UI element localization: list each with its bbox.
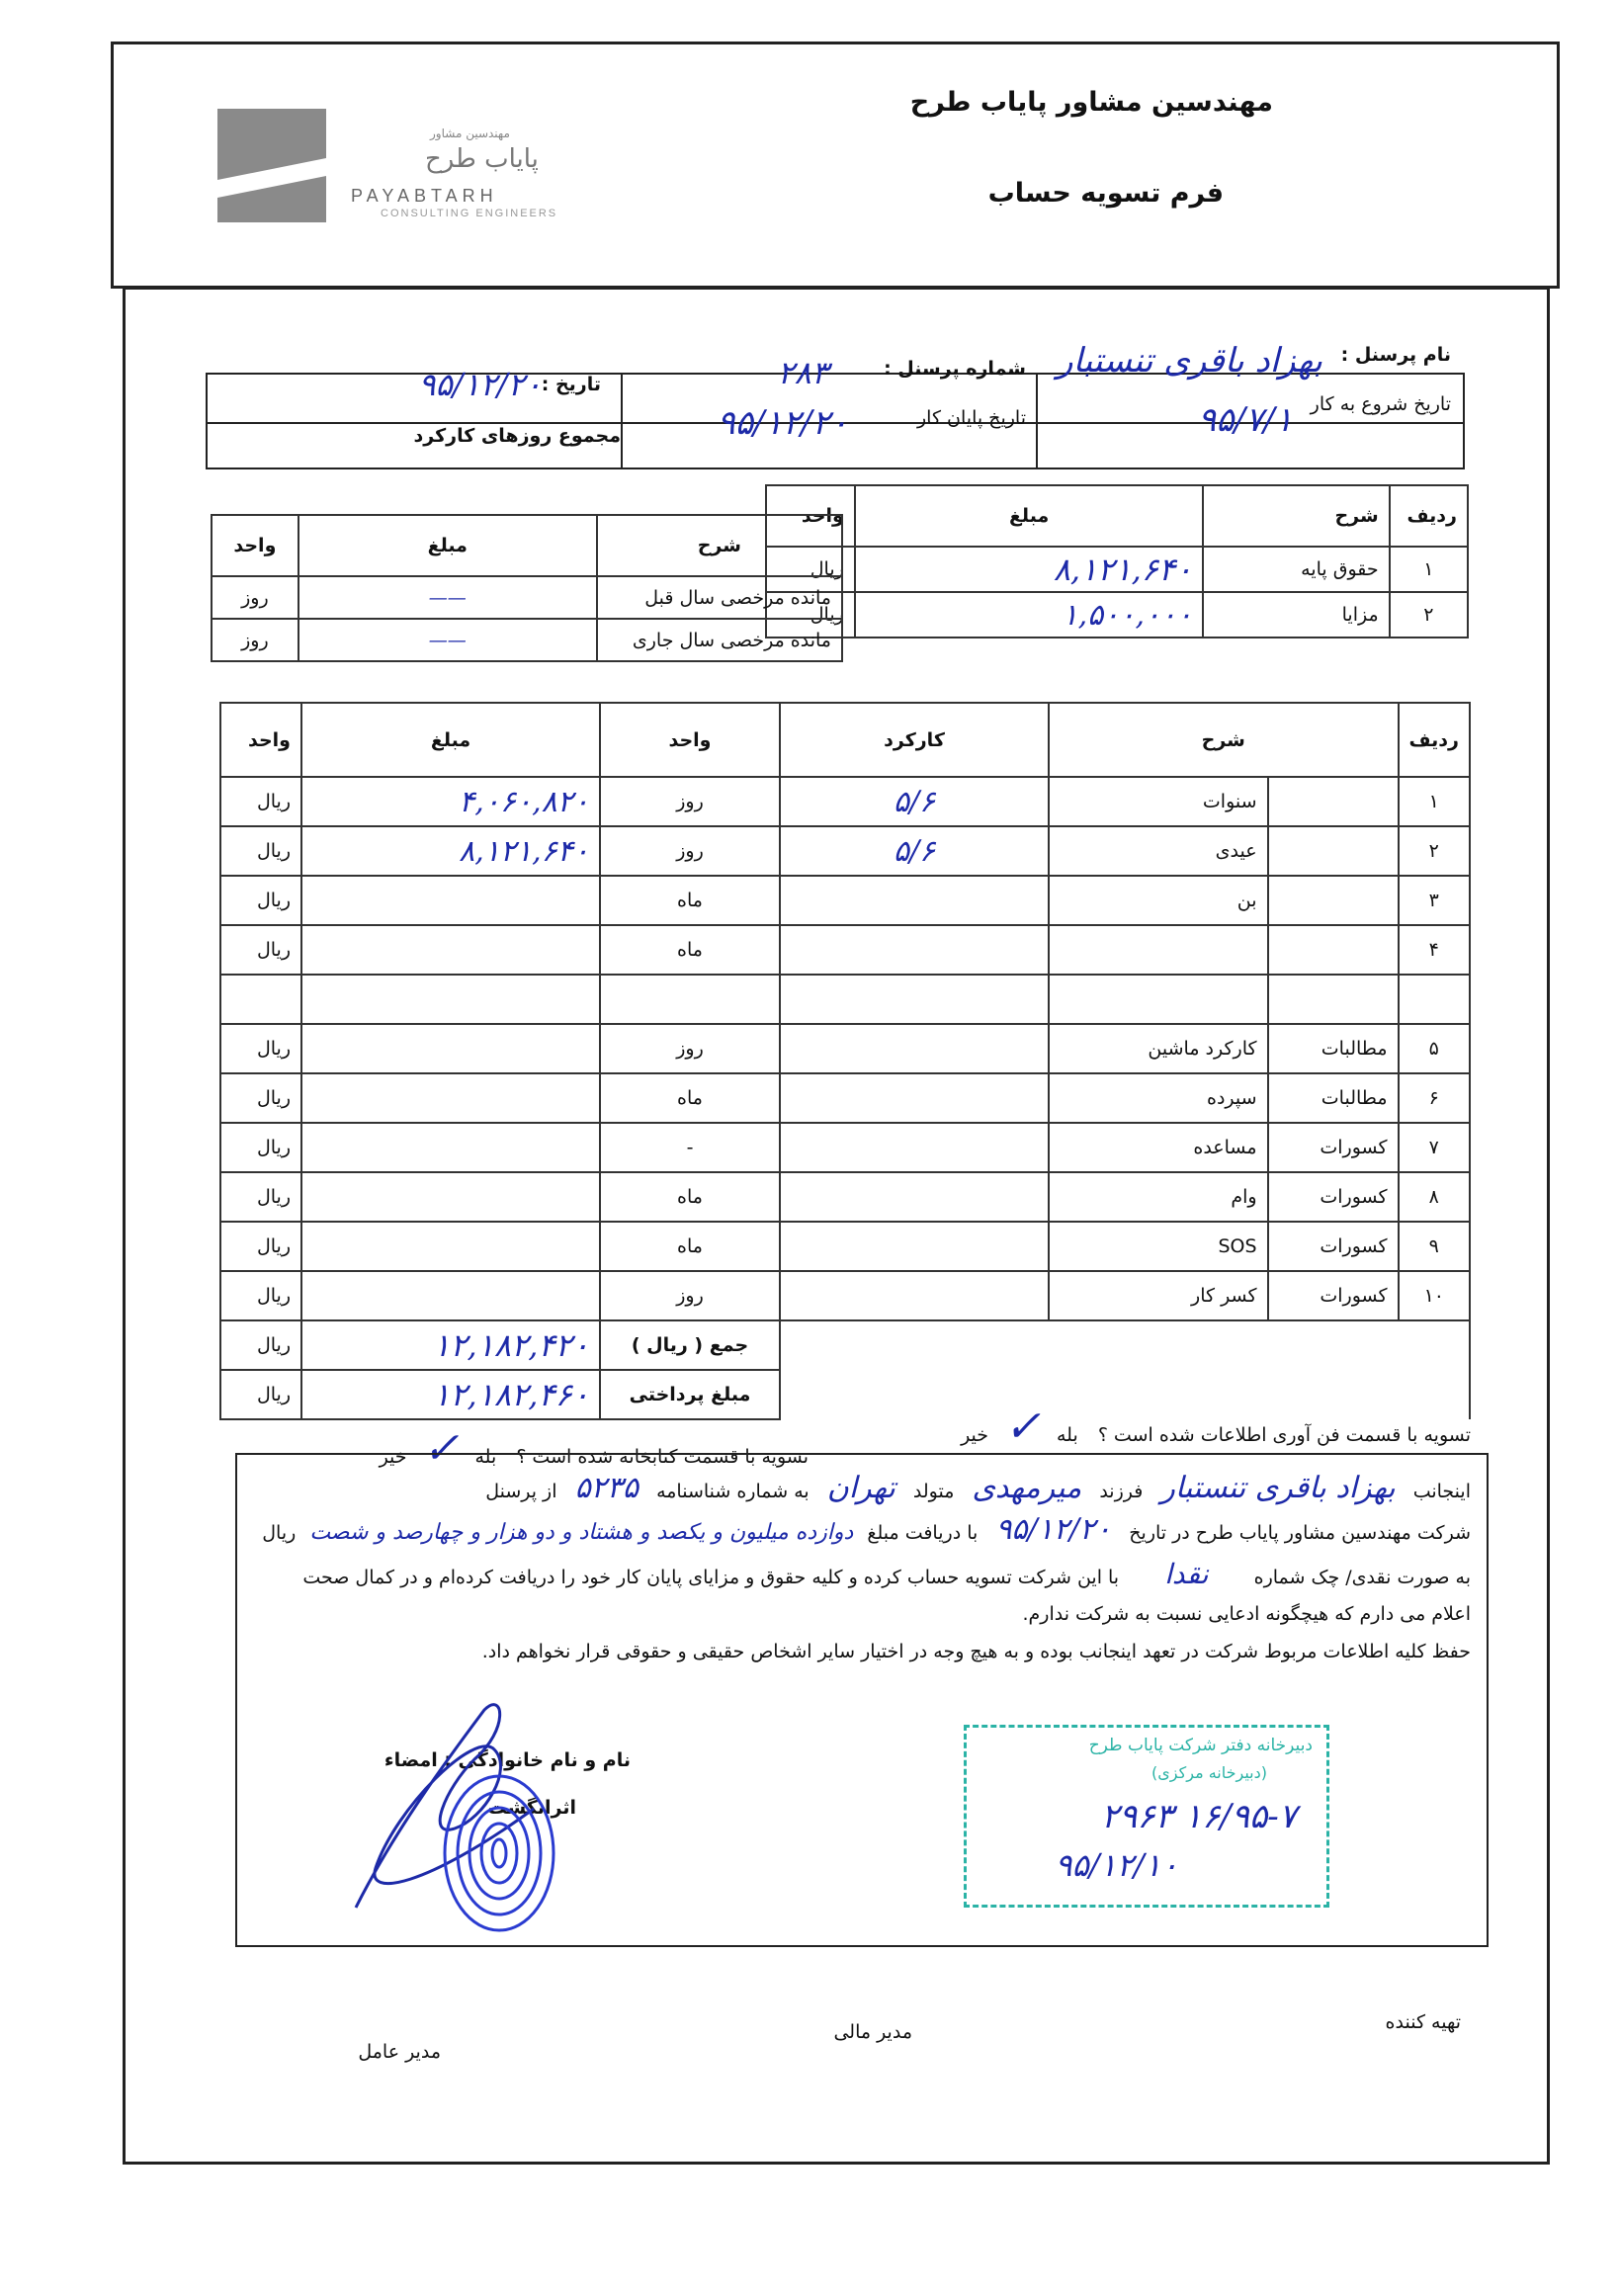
fingerprint-label: اثرانگشت <box>487 1797 576 1819</box>
main-header-unit2: واحد <box>220 703 301 777</box>
start-value: ۹۵/۷/۱ <box>1198 400 1293 440</box>
end-value: ۹۵/۱۲/۲۰ <box>717 403 848 443</box>
it-check-icon: ✓ <box>1004 1402 1041 1452</box>
ceo-label: مدیر عامل <box>358 2041 441 2063</box>
declaration-line-1: اینجانب بهزاد باقری تنستبار فرزند میرمهدی متولد تهران به شماره شناسنامه ۵۲۳۵ از پرسنل <box>485 1471 1471 1505</box>
paid-label: مبلغ پرداختی <box>600 1370 780 1419</box>
logo-fa: پایاب طرح <box>425 144 539 174</box>
table-row: ۲ عیدی ۵/۶ روز ۸,۱۲۱,۶۴۰ ریال <box>220 826 1470 876</box>
end-label: تاریخ پایان کار <box>916 407 1026 429</box>
salary-header-no: ردیف <box>1390 485 1468 547</box>
number-value: ۲۸۳ <box>777 354 828 391</box>
date-label: تاریخ : <box>541 374 601 395</box>
main-header-no: ردیف <box>1399 703 1470 777</box>
table-row: ۶ مطالبات سپرده ماه ریال <box>220 1073 1470 1123</box>
table-row <box>220 975 1470 1024</box>
leave-header-desc: شرح <box>597 515 842 576</box>
table-row: ۲ مزایا ۱,۵۰۰,۰۰۰ ریال <box>766 592 1468 638</box>
salary-table <box>765 484 1469 638</box>
stamp-line-3: ۱۶/۹۵-۷ ۲۹۶۳ <box>1100 1797 1297 1836</box>
preparer-label: تهیه کننده <box>1385 2011 1461 2033</box>
number-label: شماره پرسنل : <box>884 358 1026 380</box>
sign-label: نام و نام خانوادگی : امضاء <box>383 1749 631 1771</box>
salary-header-amount: مبلغ <box>855 485 1204 547</box>
logo-en: PAYABTARH <box>351 186 498 206</box>
name-label: نام پرسنل : <box>1340 344 1451 366</box>
main-header-work: کارکرد <box>780 703 1049 777</box>
table-row: ۱۰ کسورات کسر کار روز ریال <box>220 1271 1470 1320</box>
table-row: ۵ مطالبات کارکرد ماشین روز ریال <box>220 1024 1470 1073</box>
table-row: ۱ حقوق پایه ۸,۱۲۱,۶۴۰ ریال <box>766 547 1468 592</box>
name-value: بهزاد باقری تنستبار <box>1057 341 1322 381</box>
leave-header-unit: واحد <box>212 515 298 576</box>
workdays-label: مجموع روزهای کارکرد <box>413 425 621 447</box>
main-header-amount: مبلغ <box>301 703 600 777</box>
table-row: مانده مرخصی سال جاری —— روز <box>212 619 842 661</box>
logo-fa-small: مهندسین مشاور <box>430 127 510 140</box>
leave-header-amount: مبلغ <box>298 515 597 576</box>
leave-table <box>211 514 843 662</box>
stamp-line-2: (دبیرخانه مرکزی) <box>1151 1763 1267 1782</box>
table-row: مانده مرخصی سال قبل —— روز <box>212 576 842 619</box>
lib-question: تسویه با قسمت کتابخانه شده است ؟ بله ✓ خیر <box>379 1423 809 1474</box>
logo-mark-icon <box>217 109 326 222</box>
paid-amount: ۱۲,۱۸۲,۴۶۰ <box>301 1370 600 1419</box>
table-row: ۸ کسورات وام ماه ریال <box>220 1172 1470 1222</box>
paid-unit: ریال <box>220 1370 301 1419</box>
declaration-line-5: حفظ کلیه اطلاعات مربوط شرکت در تعهد اینجانب بوده و به هیچ وجه در اختیار سایر اشخاص حقیقی و حقوقی قرار نخواهم داد. <box>481 1641 1471 1662</box>
salary-header-desc: شرح <box>1203 485 1389 547</box>
declaration-line-3: به صورت نقدی/ چک شماره نقدا با این شرکت تسویه حساب کرده و کلیه حقوق و مزایای پایان کار خود را دریافت کردەام و در کمال صحت <box>302 1558 1471 1590</box>
main-header-unit: واحد <box>600 703 780 777</box>
table-row: ۴ ماه ریال <box>220 925 1470 975</box>
total-label: جمع ( ریال ) <box>600 1320 780 1370</box>
salary-header-unit: واحد <box>766 485 855 547</box>
table-row: ۳ بن ماه ریال <box>220 876 1470 925</box>
logo-sub: CONSULTING ENGINEERS <box>381 208 558 219</box>
total-amount: ۱۲,۱۸۲,۴۲۰ <box>301 1320 600 1370</box>
declaration-line-4: اعلام می دارم که هیچگونه ادعایی نسبت به شرکت ندارم. <box>1022 1603 1471 1625</box>
start-label: تاریخ شروع به کار <box>1310 393 1451 415</box>
finance-label: مدیر مالی <box>833 2021 912 2043</box>
settlement-table <box>219 702 1471 1420</box>
table-row: ۹ کسورات SOS ماه ریال <box>220 1222 1470 1271</box>
form-title: فرم تسویه حساب <box>987 178 1224 209</box>
stamp-line-1: دبیرخانه دفتر شرکت پایاب طرح <box>1088 1736 1313 1755</box>
main-header-desc: شرح <box>1049 703 1399 777</box>
lib-check-icon: ✓ <box>422 1423 460 1474</box>
stamp-line-4: ۹۵/۱۲/۱۰ <box>1055 1846 1178 1884</box>
fingerprint-icon <box>435 1769 563 1937</box>
declaration-line-2: شرکت مهندسین مشاور پایاب طرح در تاریخ ۹۵/۱۲/۲۰ با دریافت مبلغ دوازده میلیون و یکصد و هشتاد و دو هزار و چهارصد و شصت ریال <box>262 1512 1471 1547</box>
stamp <box>964 1725 1329 1908</box>
total-unit: ریال <box>220 1320 301 1370</box>
table-row: ۱ سنوات ۵/۶ روز ۴,۰۶۰,۸۲۰ ریال <box>220 777 1470 826</box>
logo <box>217 109 593 232</box>
date-value: ۹۵/۱۲/۲۰ <box>418 366 542 403</box>
company-name: مهندسین مشاور پایاب طرح <box>909 87 1273 118</box>
table-row: ۷ کسورات مساعده - ریال <box>220 1123 1470 1172</box>
it-question: تسویه با قسمت فن آوری اطلاعات شده است ؟ بله ✓ خیر <box>961 1402 1471 1452</box>
